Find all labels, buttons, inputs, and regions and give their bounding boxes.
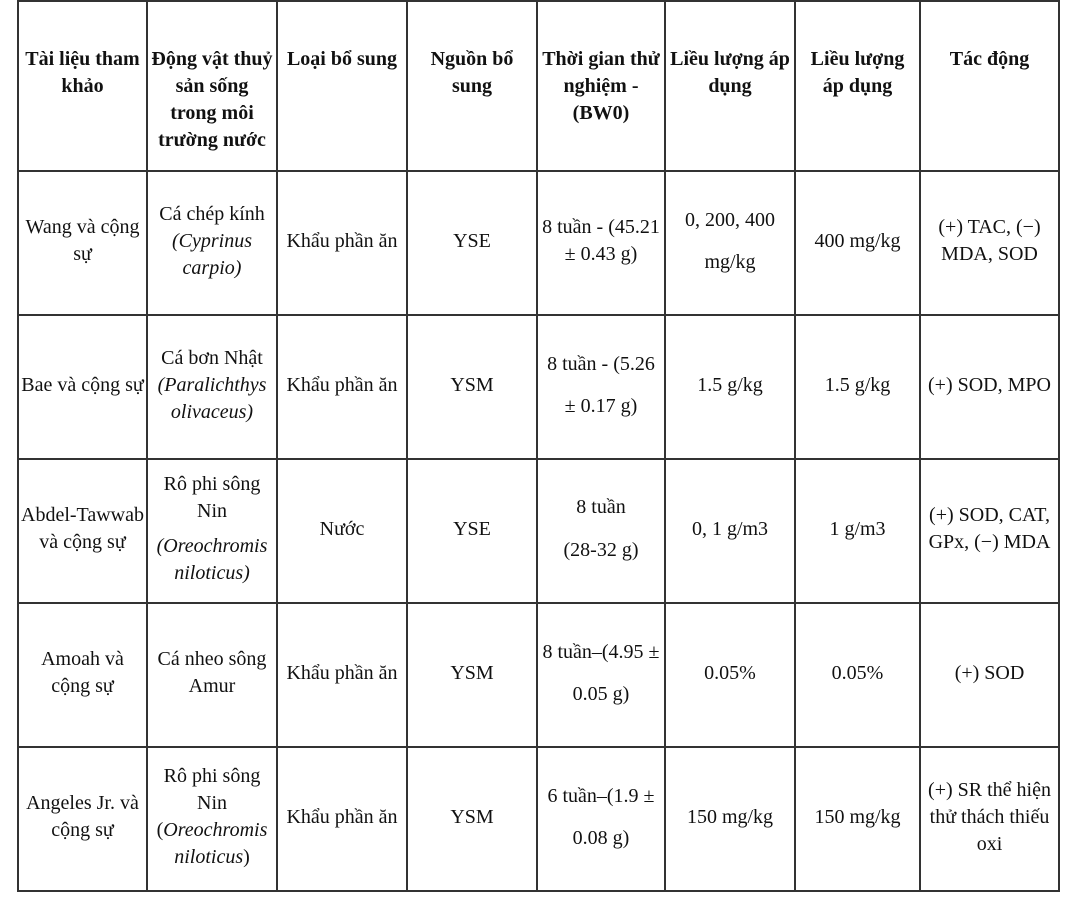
cell-reference: Amoah và cộng sự bbox=[18, 603, 147, 747]
cell-effect: (+) SOD, CAT, GPx, (−) MDA bbox=[920, 459, 1059, 603]
cell-supplement-source: YSM bbox=[407, 315, 537, 459]
animal-common-name: Rô phi sông Nin bbox=[163, 473, 261, 522]
data-table-container bbox=[17, 0, 1060, 892]
cell-supplement-type: Khẩu phần ăn bbox=[277, 315, 407, 459]
cell-effect: (+) SOD bbox=[920, 603, 1059, 747]
cell-dose-range: 0.05% bbox=[665, 603, 795, 747]
cell-trial-duration bbox=[537, 459, 665, 603]
cell-dose: 0.05% bbox=[795, 603, 920, 747]
header-effect: Tác động bbox=[920, 1, 1059, 171]
header-dose-range: Liều lượng áp dụng bbox=[665, 1, 795, 171]
cell-supplement-source: YSE bbox=[407, 171, 537, 315]
animal-common-name: Cá chép kính bbox=[159, 202, 265, 225]
cell-supplement-type: Khẩu phần ăn bbox=[277, 747, 407, 891]
table-header-row bbox=[18, 1, 1059, 171]
cell-supplement-source: YSM bbox=[407, 603, 537, 747]
cell-reference: Angeles Jr. và cộng sự bbox=[18, 747, 147, 891]
table-row bbox=[18, 171, 1059, 315]
cell-effect: (+) TAC, (−) MDA, SOD bbox=[920, 171, 1059, 315]
table-row bbox=[18, 315, 1059, 459]
animal-scientific-open: ( bbox=[156, 819, 164, 841]
table-row bbox=[18, 747, 1059, 891]
cell-trial-duration: 8 tuần–(4.95 ± 0.05 g) bbox=[537, 603, 665, 747]
cell-supplement-type: Khẩu phần ăn bbox=[277, 171, 407, 315]
animal-scientific-name: (Cyprinus carpio) bbox=[172, 229, 252, 279]
cell-dose: 1 g/m3 bbox=[795, 459, 920, 603]
cell-trial-duration: 8 tuần - (5.26 ± 0.17 g) bbox=[537, 315, 665, 459]
table-row bbox=[18, 459, 1059, 603]
cell-animal bbox=[147, 747, 277, 891]
cell-supplement-source: YSM bbox=[407, 747, 537, 891]
cell-animal bbox=[147, 459, 277, 603]
cell-dose-range: 0, 1 g/m3 bbox=[665, 459, 795, 603]
header-trial-duration: Thời gian thử nghiệm - (BW0) bbox=[537, 1, 665, 171]
duration-weight: (28-32 g) bbox=[563, 539, 639, 561]
header-supplement-source: Nguồn bổ sung bbox=[407, 1, 537, 171]
animal-common-name: Cá bơn Nhật bbox=[161, 346, 263, 369]
table-row bbox=[18, 603, 1059, 747]
header-reference: Tài liệu tham khảo bbox=[18, 1, 147, 171]
cell-supplement-source: YSE bbox=[407, 459, 537, 603]
header-animal: Động vật thuỷ sản sống trong môi trường nước bbox=[147, 1, 277, 171]
cell-animal bbox=[147, 171, 277, 315]
cell-reference: Wang và cộng sự bbox=[18, 171, 147, 315]
duration-weeks: 8 tuần bbox=[576, 496, 626, 518]
animal-scientific-close: ) bbox=[243, 846, 250, 868]
cell-trial-duration: 6 tuần–(1.9 ± 0.08 g) bbox=[537, 747, 665, 891]
cell-reference: Bae và cộng sự bbox=[18, 315, 147, 459]
cell-effect: (+) SOD, MPO bbox=[920, 315, 1059, 459]
cell-effect: (+) SR thể hiện thử thách thiếu oxi bbox=[920, 747, 1059, 891]
animal-scientific-name: Oreochromis niloticus bbox=[163, 819, 268, 868]
header-supplement-type: Loại bổ sung bbox=[277, 1, 407, 171]
animal-common-name: Rô phi sông Nin bbox=[163, 765, 261, 814]
cell-dose: 150 mg/kg bbox=[795, 747, 920, 891]
cell-supplement-type: Khẩu phần ăn bbox=[277, 603, 407, 747]
header-dose: Liều lượng áp dụng bbox=[795, 1, 920, 171]
supplement-table bbox=[17, 0, 1060, 892]
cell-animal: Cá nheo sông Amur bbox=[147, 603, 277, 747]
cell-animal bbox=[147, 315, 277, 459]
cell-dose: 400 mg/kg bbox=[795, 171, 920, 315]
animal-scientific-name: (Paralichthys olivaceus) bbox=[157, 373, 267, 423]
cell-reference: Abdel-Tawwab và cộng sự bbox=[18, 459, 147, 603]
cell-dose-range: 0, 200, 400 mg/kg bbox=[665, 171, 795, 315]
cell-dose: 1.5 g/kg bbox=[795, 315, 920, 459]
cell-supplement-type: Nước bbox=[277, 459, 407, 603]
cell-dose-range: 1.5 g/kg bbox=[665, 315, 795, 459]
animal-scientific-name: (Oreochromis niloticus) bbox=[156, 535, 268, 584]
cell-dose-range: 150 mg/kg bbox=[665, 747, 795, 891]
cell-trial-duration: 8 tuần - (45.21 ± 0.43 g) bbox=[537, 171, 665, 315]
